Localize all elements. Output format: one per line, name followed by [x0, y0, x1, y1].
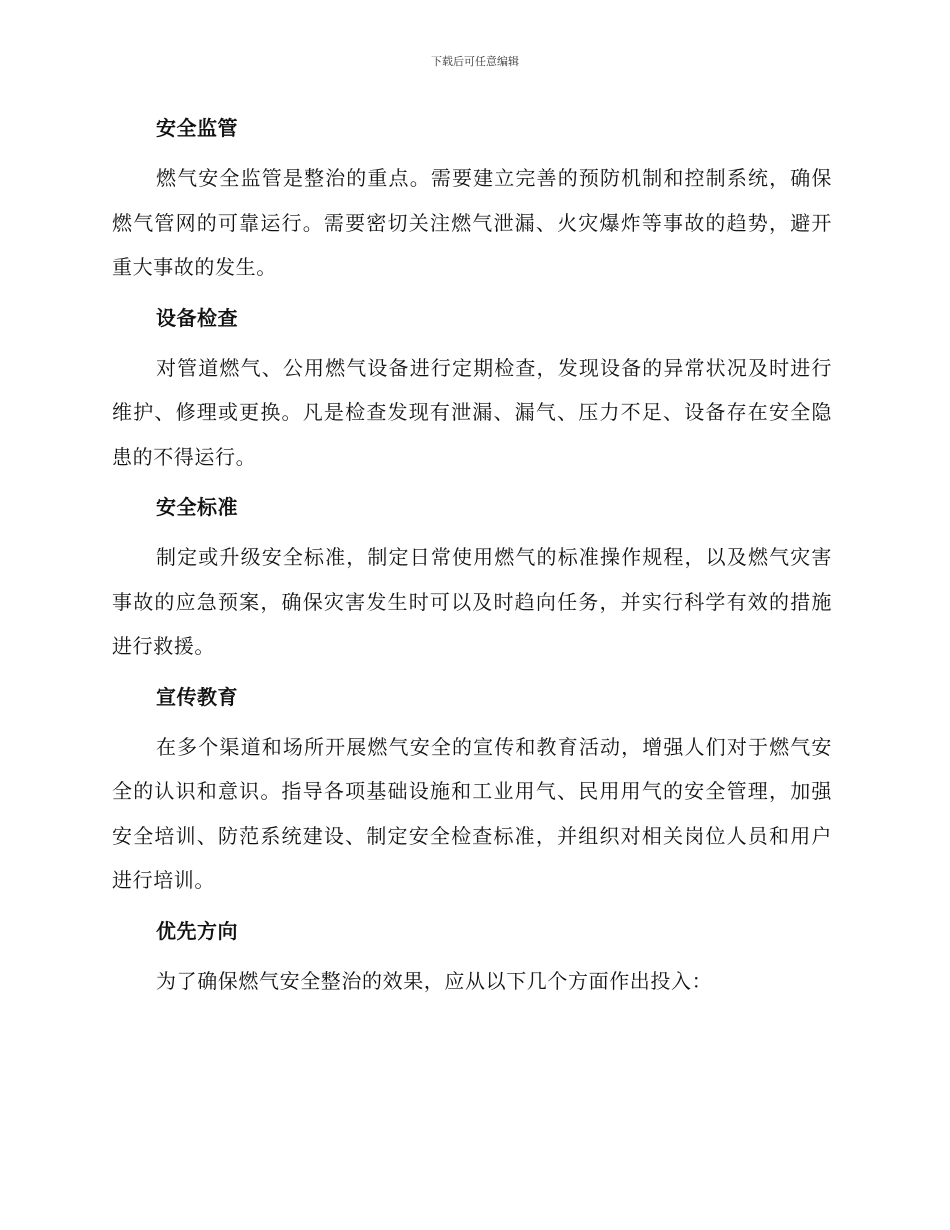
section-publicity-education: [112, 681, 832, 903]
section-safety-supervision: [112, 112, 832, 290]
section-heading: 安全监管: [156, 116, 238, 140]
section-equipment-inspection: [112, 302, 832, 480]
section-heading: 宣传教育: [156, 684, 238, 709]
section-paragraph: 制定或升级安全标准，制定日常使用燃气的标准操作规程，以及燃气灾害事故的应急预案，确保灾害发生时可以及时趋向任务，并实行科学有效的措施进行救援。: [112, 545, 832, 658]
section-paragraph: 在多个渠道和场所开展燃气安全的宣传和教育活动，增强人们对于燃气安全的认识和意识。指导各项基础设施和工业用气、民用用气的安全管理，加强安全培训、防范系统建设、制定安全检查标准，并组织对相关岗位人员和用户进行培训。: [112, 734, 832, 892]
section-paragraph: 为了确保燃气安全整治的效果，应从以下几个方面作出投入：: [156, 968, 713, 993]
section-heading: 优先方向: [156, 918, 238, 943]
page-header-note: 下载后可任意编辑: [431, 55, 519, 68]
section-paragraph: 燃气安全监管是整治的重点。需要建立完善的预防机制和控制系统，确保燃气管网的可靠运行。需要密切关注燃气泄漏、火灾爆炸等事故的趋势，避开重大事故的发生。: [112, 166, 832, 279]
section-paragraph: 对管道燃气、公用燃气设备进行定期检查，发现设备的异常状况及时进行维护、修理或更换。凡是检查发现有泄漏、漏气、压力不足、设备存在安全隐患的不得运行。: [112, 355, 832, 469]
section-heading: 安全标准: [156, 495, 238, 519]
section-priority-directions: [112, 915, 832, 1004]
section-heading: 设备检查: [156, 305, 238, 330]
document-body: [112, 112, 832, 1015]
section-safety-standards: [112, 491, 832, 669]
